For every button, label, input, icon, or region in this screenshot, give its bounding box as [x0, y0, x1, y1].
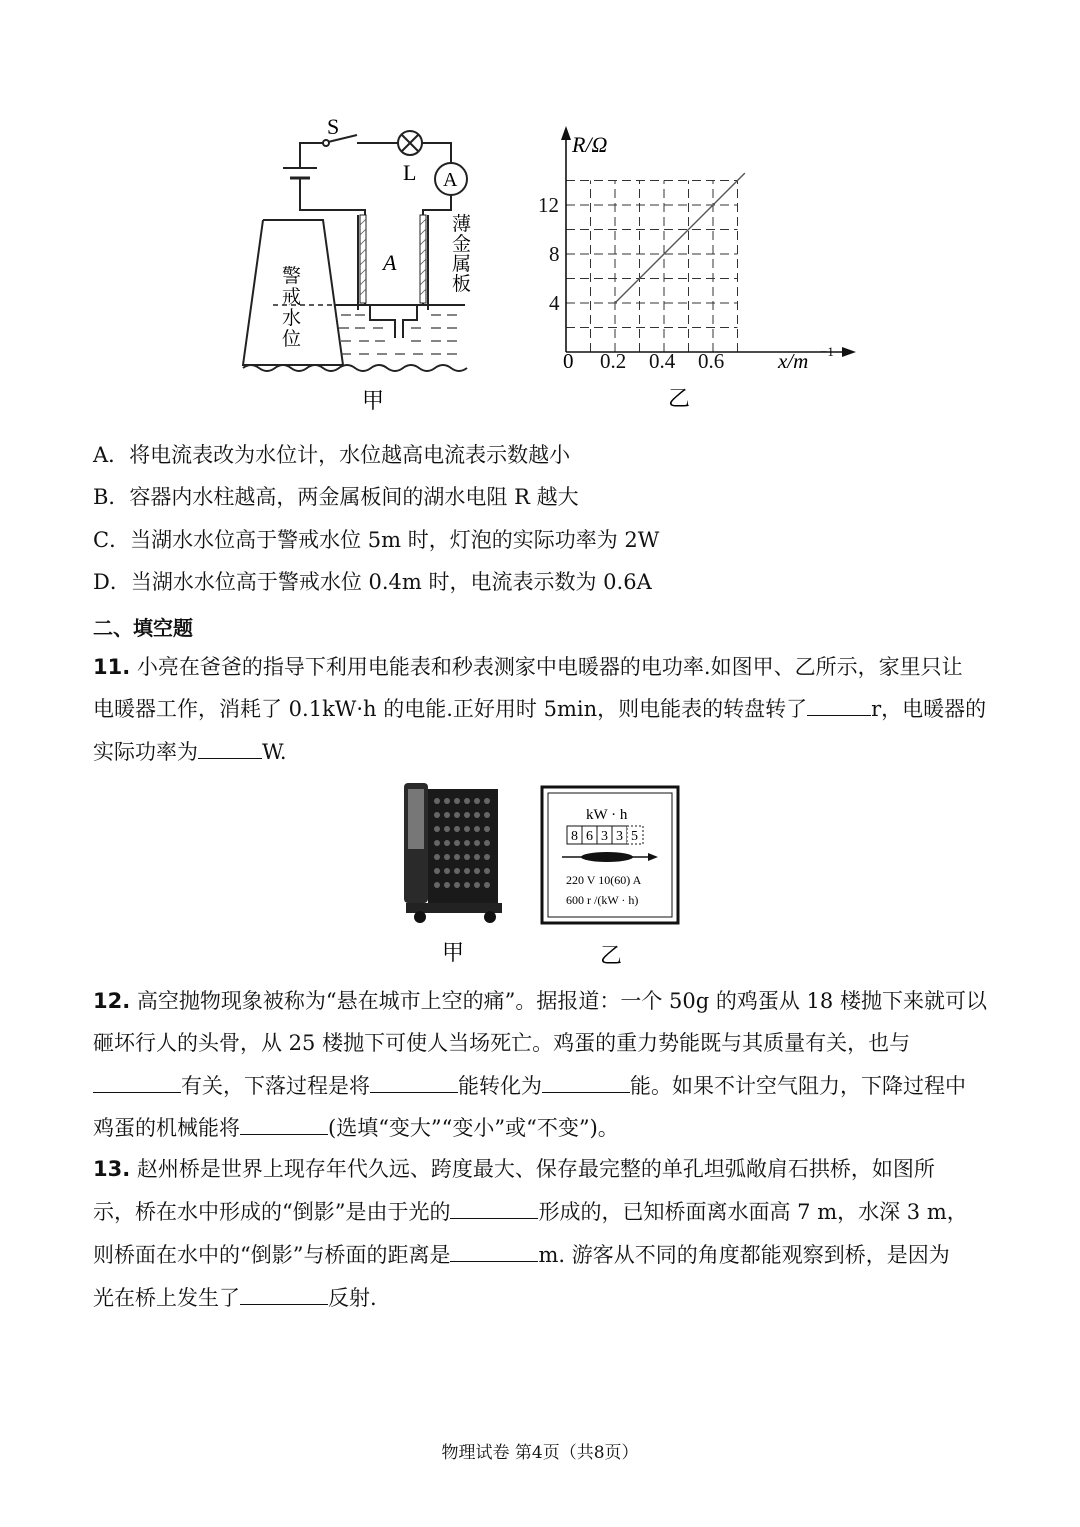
svg-text:警: 警: [282, 266, 302, 287]
q12-blank-2[interactable]: [370, 1070, 458, 1093]
option-d: D．当湖水水位高于警戒水位 0.4m 时，电流表示数为 0.6A: [93, 570, 652, 594]
option-a: A．将电流表改为水位计，水位越高电流表示数越小: [93, 443, 571, 467]
energy-meter: [542, 787, 678, 923]
q11-number: 11.: [93, 655, 131, 679]
figure2-caption-left: 甲: [442, 940, 465, 965]
q11-line-2: 电暖器工作，消耗了 0.1kW·h 的电能.正好用时 5min，则电能表的转盘转了 r，电暖器的: [93, 688, 986, 730]
q11-blank-1[interactable]: [807, 693, 871, 716]
option-c: C．当湖水水位高于警戒水位 5m 时，灯泡的实际功率为 2W: [93, 528, 660, 552]
q13-line-2: 示，桥在水中形成的“倒影”是由于光的 形成的，已知桥面离水面高 7 m，水深 3 m，: [93, 1191, 968, 1233]
q12-line-4: 鸡蛋的机械能将 (选填“变大”“变小”或“不变”)。: [93, 1107, 619, 1149]
q12-blank-4[interactable]: [240, 1112, 328, 1135]
svg-text:金: 金: [452, 234, 472, 255]
label-switch: S: [327, 114, 340, 139]
figure1-caption-left: 甲: [362, 388, 385, 413]
tube-left: [370, 305, 395, 338]
water-pattern: [339, 315, 457, 354]
section-title: 二、填空题: [93, 616, 193, 640]
meter-unit: kW · h: [586, 807, 628, 823]
svg-text:位: 位: [282, 329, 302, 350]
q12-line-2: 砸坏行人的头骨，从 25 楼抛下可使人当场死亡。鸡蛋的重力势能既与其质量有关，也与: [93, 1031, 911, 1055]
tube-right: [403, 305, 417, 338]
figure2-caption-right: 乙: [600, 943, 623, 968]
y-tick-label: 12: [538, 193, 559, 217]
label-lamp: L: [403, 160, 417, 185]
wire-to-ammeter: [422, 143, 451, 163]
label-plate-A: A: [383, 250, 397, 275]
graph-x-label-sup: −1: [820, 344, 834, 359]
q12-line-1: 12. 高空抛物现象被称为“悬在城市上空的痛”。据报道：一个 50g 的鸡蛋从 18 楼抛下来就可以: [93, 989, 987, 1013]
svg-text:水: 水: [282, 308, 302, 329]
svg-text:戒: 戒: [282, 287, 302, 308]
x-axis-arrow-icon: [842, 347, 856, 357]
meter-spec-1: 220 V 10(60) A: [566, 873, 642, 887]
meter-digit-5: 5: [631, 829, 638, 844]
label-warning-level: [282, 265, 301, 350]
q13-number: 13.: [93, 1157, 131, 1181]
x-tick-label: 0.2: [600, 349, 627, 373]
svg-text:板: 板: [452, 274, 472, 295]
series-line: [615, 173, 745, 303]
q13-line-4: 光在桥上发生了 反射.: [93, 1277, 377, 1319]
graph-y-label: R/Ω: [572, 132, 608, 157]
circuit-diagram: [235, 110, 495, 420]
y-tick-label: 8: [549, 242, 560, 266]
svg-text:薄: 薄: [452, 214, 472, 235]
lake-bottom: [243, 365, 467, 371]
electric-heater-icon: [404, 783, 502, 923]
meter-disc-icon: [581, 852, 633, 862]
figure1-caption-right: 乙: [668, 386, 691, 411]
q13-blank-2[interactable]: [450, 1239, 538, 1262]
q12-number: 12.: [93, 989, 131, 1013]
meter-spec-2: 600 r /(kW · h): [566, 893, 639, 907]
page-footer: 物理试卷 第4页（共8页）: [441, 1443, 639, 1463]
y-tick-label: 4: [549, 291, 560, 315]
q13-line-3: 则桥面在水中的“倒影”与桥面的距离是 m. 游客从不同的角度都能观察到桥，是因为: [93, 1234, 950, 1276]
resistance-graph: [530, 120, 860, 420]
option-b: B．容器内水柱越高，两金属板间的湖水电阻 R 越大: [93, 485, 579, 509]
wire-left-top: [300, 143, 323, 168]
q13-blank-3[interactable]: [240, 1282, 328, 1305]
q12-line-3: 有关，下落过程是将 能转化为 能。如果不计空气阻力，下降过程中: [93, 1065, 966, 1107]
q13-blank-1[interactable]: [450, 1196, 538, 1219]
meter-digit-4: 3: [616, 829, 623, 844]
x-tick-label: 0.4: [649, 349, 676, 373]
q11-line-1: 11. 小亮在爸爸的指导下利用电能表和秒表测家中电暖器的电功率.如图甲、乙所示，家里只让: [93, 655, 963, 679]
heater-and-meter-figure: [390, 775, 690, 975]
y-axis-arrow-icon: [561, 126, 571, 140]
q13-line-1: 13. 赵州桥是世界上现存年代久远、跨度最大、保存最完整的单孔坦弧敞肩石拱桥，如图所: [93, 1157, 935, 1181]
label-metal-plate: [452, 213, 471, 295]
x-tick-label: 0.6: [698, 349, 725, 373]
graph-x-label: x/m: [778, 349, 809, 373]
graph-origin: 0: [563, 349, 574, 373]
meter-digit-1: 8: [571, 829, 578, 844]
q11-blank-2[interactable]: [198, 736, 262, 759]
q12-blank-1[interactable]: [93, 1070, 181, 1093]
meter-digit-2: 6: [586, 829, 593, 844]
switch-terminal: [323, 140, 329, 146]
svg-text:属: 属: [452, 254, 472, 275]
label-ammeter: A: [443, 169, 458, 191]
q12-blank-3[interactable]: [542, 1070, 630, 1093]
q11-line-3: 实际功率为 W.: [93, 731, 287, 773]
meter-digit-3: 3: [601, 829, 608, 844]
